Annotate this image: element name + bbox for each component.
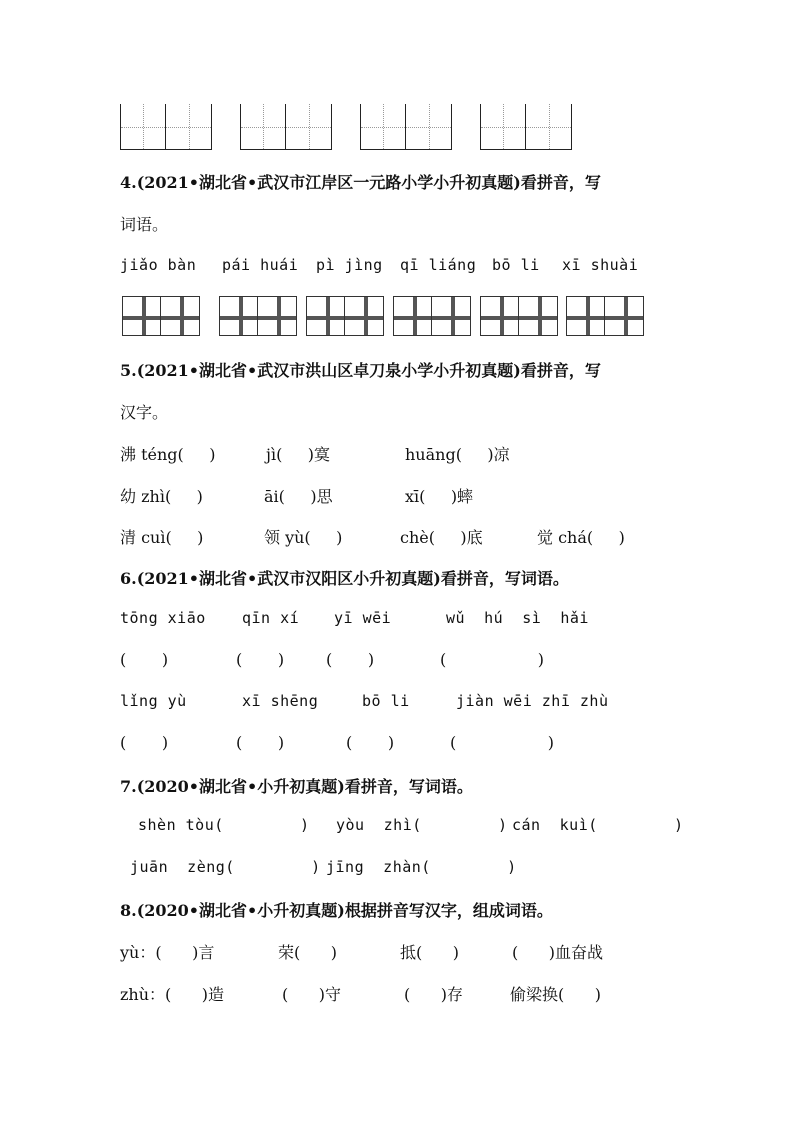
grid-cell[interactable] (566, 296, 605, 336)
grid-cell (286, 104, 332, 150)
q5-r3-d[interactable]: 觉 chá( ) (537, 528, 625, 547)
grid-cell[interactable] (605, 296, 644, 336)
q5-r1-b[interactable]: jì( )寞 (266, 445, 330, 464)
q4-grid-1[interactable] (122, 296, 200, 336)
q8-r1-b[interactable]: 荣( ) (278, 943, 338, 962)
q5-r2-c[interactable]: xī( )蟀 (405, 487, 474, 506)
q6-blank-4[interactable]: ( ) (440, 650, 545, 669)
q4-title-line2: 词语。 (120, 215, 169, 234)
grid-cell (526, 104, 572, 150)
q6-blank-7[interactable]: ( ) (346, 733, 395, 752)
q5-r2-b[interactable]: āi( )思 (264, 487, 333, 506)
grid-cell[interactable] (519, 296, 558, 336)
q5-r3-a[interactable]: 清 cuì( ) (120, 528, 204, 547)
q7-item-5[interactable]: jīng zhàn( ) (326, 858, 517, 876)
grid-cell (166, 104, 212, 150)
grid-cell[interactable] (258, 296, 297, 336)
grid-cell (360, 104, 406, 150)
grid-cell[interactable] (393, 296, 432, 336)
grid-cell[interactable] (161, 296, 200, 336)
q8-title: 8.(2020•湖北省•小升初真题)根据拼音写汉字，组成词语。 (120, 901, 553, 920)
q4-grid-5[interactable] (480, 296, 558, 336)
q6-blank-3[interactable]: ( ) (326, 650, 375, 669)
q5-r2-a[interactable]: 幼 zhì( ) (120, 487, 203, 506)
q8-r2-a[interactable]: zhù：( )造 (120, 985, 225, 1004)
q5-r1-a[interactable]: 沸 téng( ) (120, 445, 216, 464)
q4-title-line1: 4.(2021•湖北省•武汉市江岸区一元路小学小升初真题)看拼音，写 (120, 173, 601, 192)
q5-r3-b[interactable]: 领 yù( ) (264, 528, 343, 547)
grid-cell[interactable] (219, 296, 258, 336)
q8-r2-b[interactable]: ( )守 (282, 985, 342, 1004)
grid-cell (480, 104, 526, 150)
q6-py-7: bō li (362, 692, 410, 710)
grid-cell[interactable] (432, 296, 471, 336)
q5-title-line1: 5.(2021•湖北省•武汉市洪山区卓刀泉小学小升初真题)看拼音，写 (120, 361, 601, 380)
q6-blank-5[interactable]: ( ) (120, 733, 169, 752)
grid-cell (240, 104, 286, 150)
top-grid-1 (120, 104, 212, 150)
q8-r1-a[interactable]: yù：( )言 (120, 943, 215, 962)
q8-r2-d[interactable]: 偷梁换( ) (510, 985, 602, 1004)
q4-grid-6[interactable] (566, 296, 644, 336)
q4-pinyin-1: jiǎo bàn (120, 256, 197, 274)
grid-cell[interactable] (345, 296, 384, 336)
q6-py-1: tōng xiāo (120, 609, 206, 627)
q5-title-line2: 汉字。 (120, 403, 169, 422)
q5-r3-c[interactable]: chè( )底 (400, 528, 483, 547)
q4-pinyin-2: pái huái (222, 256, 299, 274)
q6-py-3: yī wēi (334, 609, 392, 627)
top-grid-2 (240, 104, 332, 150)
q7-item-4[interactable]: juān zèng( ) (130, 858, 321, 876)
q4-pinyin-4: qī liáng (400, 256, 477, 274)
q8-r1-c[interactable]: 抵( ) (400, 943, 460, 962)
q4-pinyin-6: xī shuài (562, 256, 639, 274)
q7-title: 7.(2020•湖北省•小升初真题)看拼音，写词语。 (120, 777, 473, 796)
grid-cell[interactable] (122, 296, 161, 336)
q8-r2-c[interactable]: ( )存 (404, 985, 464, 1004)
q4-grid-4[interactable] (393, 296, 471, 336)
q7-item-2[interactable]: yòu zhì( ) (336, 816, 508, 834)
q8-r1-d[interactable]: ( )血奋战 (512, 943, 604, 962)
top-grid-4 (480, 104, 572, 150)
grid-cell (120, 104, 166, 150)
q6-title: 6.(2021•湖北省•武汉市汉阳区小升初真题)看拼音，写词语。 (120, 569, 569, 588)
q6-blank-2[interactable]: ( ) (236, 650, 285, 669)
q6-py-8: jiàn wēi zhī zhù (456, 692, 609, 710)
q6-blank-6[interactable]: ( ) (236, 733, 285, 752)
grid-cell[interactable] (306, 296, 345, 336)
q6-py-4: wǔ hú sì hǎi (446, 609, 589, 627)
q6-py-5: lǐng yù (120, 692, 187, 710)
q4-pinyin-5: bō li (492, 256, 540, 274)
q4-grid-2[interactable] (219, 296, 297, 336)
q6-blank-8[interactable]: ( ) (450, 733, 555, 752)
q6-py-2: qīn xí (242, 609, 300, 627)
q7-item-1[interactable]: shèn tòu( ) (138, 816, 310, 834)
q7-item-3[interactable]: cán kuì( ) (512, 816, 684, 834)
q4-grid-3[interactable] (306, 296, 384, 336)
grid-cell (406, 104, 452, 150)
grid-cell[interactable] (480, 296, 519, 336)
q6-py-6: xī shēng (242, 692, 319, 710)
top-grid-3 (360, 104, 452, 150)
q5-r1-c[interactable]: huāng( )凉 (405, 445, 510, 464)
q6-blank-1[interactable]: ( ) (120, 650, 169, 669)
q4-pinyin-3: pì jìng (316, 256, 383, 274)
